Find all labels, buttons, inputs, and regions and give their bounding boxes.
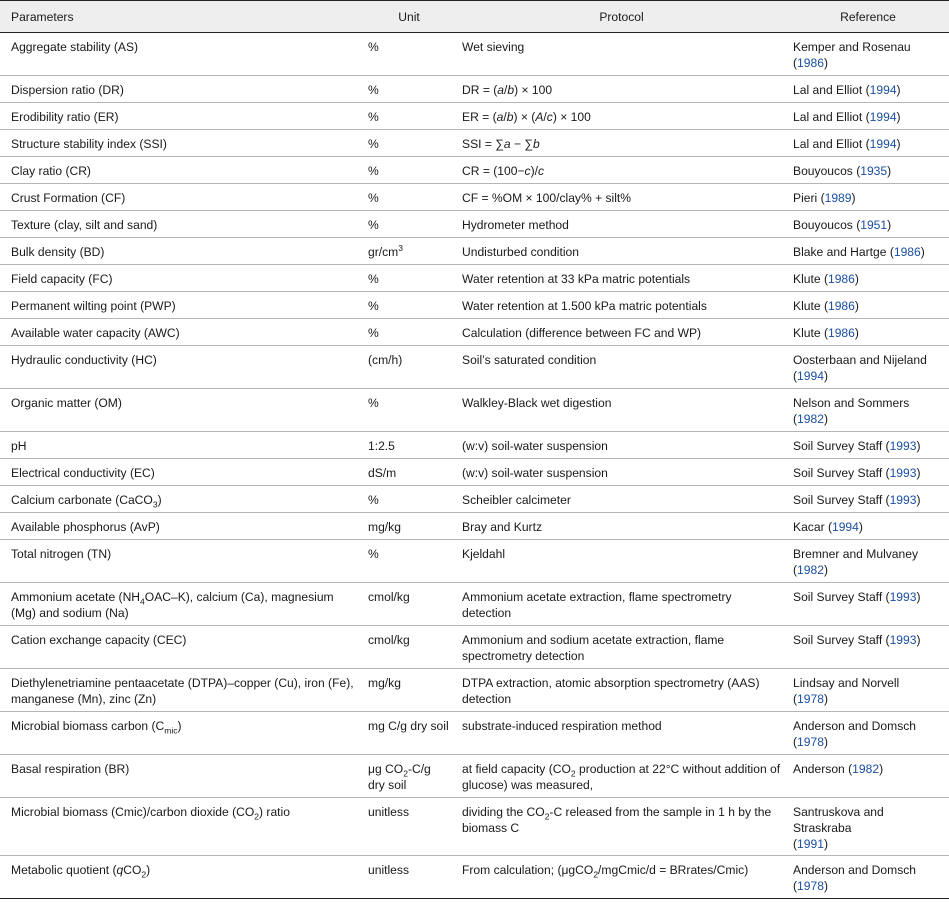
reference-author: Anderson and Domsch bbox=[793, 719, 917, 733]
cell-unit bbox=[362, 389, 456, 432]
cell-parameter bbox=[0, 626, 362, 669]
parameter-text: Ammonium acetate $(NH_4OAC-K)$, calcium (Ca), magnesium (Mg) and sodium (Na) bbox=[11, 590, 334, 620]
reference-year-link[interactable]: 1993 bbox=[889, 590, 917, 604]
reference-author: Lal and Elliot bbox=[793, 137, 863, 151]
reference-author: Anderson and Domsch bbox=[793, 863, 917, 877]
reference-author: Soil Survey Staff bbox=[793, 439, 883, 453]
parameter-text: Diethylenetriamine pentaacetate (DTPA)–copper (Cu), iron (Fe), manganese (Mn), zinc (Zn) bbox=[11, 676, 354, 706]
cell-parameter bbox=[0, 346, 362, 389]
unit-text: (cm/h) bbox=[368, 353, 403, 367]
table-row bbox=[0, 540, 949, 583]
cell-reference: Soil Survey Staff (1993) bbox=[787, 459, 949, 486]
cell-parameter bbox=[0, 389, 362, 432]
reference-author: Santruskova and Straskraba bbox=[793, 805, 884, 835]
table-row bbox=[0, 130, 949, 157]
unit-text: % bbox=[368, 164, 379, 178]
cell-protocol bbox=[456, 103, 787, 130]
unit-text: % bbox=[368, 547, 379, 561]
cell-protocol bbox=[456, 389, 787, 432]
cell-protocol bbox=[456, 856, 787, 899]
reference-year-link[interactable]: 1935 bbox=[860, 164, 888, 178]
cell-reference: Anderson (1982) bbox=[787, 755, 949, 798]
protocol-text: Calculation (difference between FC and WP) bbox=[462, 326, 702, 340]
reference-year-link[interactable]: 1994 bbox=[869, 137, 897, 151]
cell-unit bbox=[362, 184, 456, 211]
cell-parameter bbox=[0, 292, 362, 319]
protocol-text: CR = (100−c)/c bbox=[462, 164, 545, 178]
cell-protocol bbox=[456, 76, 787, 103]
protocol-text: substrate-induced respiration method bbox=[462, 719, 662, 733]
cell-parameter bbox=[0, 486, 362, 513]
cell-unit bbox=[362, 459, 456, 486]
reference-author: Klute bbox=[793, 299, 821, 313]
table-row bbox=[0, 292, 949, 319]
cell-protocol bbox=[456, 669, 787, 712]
cell-unit bbox=[362, 856, 456, 899]
table-row bbox=[0, 346, 949, 389]
cell-unit bbox=[362, 432, 456, 459]
reference-author: Pieri bbox=[793, 191, 818, 205]
reference-year-link[interactable]: 1994 bbox=[869, 83, 897, 97]
cell-parameter bbox=[0, 33, 362, 76]
reference-year-link[interactable]: 1994 bbox=[869, 110, 897, 124]
unit-text: unitless bbox=[368, 863, 410, 877]
table-row bbox=[0, 513, 949, 540]
protocol-text: CF = %OM × 100/clay% + silt% bbox=[462, 191, 632, 205]
cell-protocol bbox=[456, 755, 787, 798]
reference-author: Lindsay and Norvell bbox=[793, 676, 900, 690]
protocol-text: Ammonium acetate extraction, flame spectrometry detection bbox=[462, 590, 732, 620]
parameter-text: Crust Formation (CF) bbox=[11, 191, 126, 205]
parameter-text: Available phosphorus (AvP) bbox=[11, 520, 160, 534]
reference-author: Soil Survey Staff bbox=[793, 633, 883, 647]
protocol-text: dividing the $CO_2-C$ released from the sample in 1 h by the biomass C bbox=[462, 805, 772, 835]
cell-protocol bbox=[456, 626, 787, 669]
table-row bbox=[0, 184, 949, 211]
cell-unit bbox=[362, 157, 456, 184]
unit-text: unitless bbox=[368, 805, 410, 819]
parameter-text: Structure stability index (SSI) bbox=[11, 137, 167, 151]
cell-reference: Klute (1986) bbox=[787, 265, 949, 292]
protocol-text: Ammonium and sodium acetate extraction, flame spectrometry detection bbox=[462, 633, 725, 663]
unit-text: % bbox=[368, 272, 379, 286]
cell-protocol bbox=[456, 712, 787, 755]
reference-author: Klute bbox=[793, 326, 821, 340]
reference-year-link[interactable]: 1978 bbox=[797, 735, 824, 749]
reference-year-link[interactable]: 1989 bbox=[824, 191, 852, 205]
reference-year-link[interactable]: 1982 bbox=[852, 762, 880, 776]
cell-protocol bbox=[456, 432, 787, 459]
protocol-text: SSI = ∑a − ∑b bbox=[462, 137, 540, 151]
reference-year-link[interactable]: 1986 bbox=[797, 56, 824, 70]
unit-text: mg C/g dry soil bbox=[368, 719, 449, 733]
reference-author: Soil Survey Staff bbox=[793, 590, 883, 604]
unit-text: mg/kg bbox=[368, 676, 401, 690]
reference-year-link[interactable]: 1978 bbox=[797, 879, 824, 893]
unit-text: 1:2.5 bbox=[368, 439, 395, 453]
table-row bbox=[0, 103, 949, 130]
cell-reference: Blake and Hartge (1986) bbox=[787, 238, 949, 265]
cell-protocol bbox=[456, 583, 787, 626]
cell-parameter bbox=[0, 669, 362, 712]
cell-protocol bbox=[456, 292, 787, 319]
header-unit: Unit bbox=[362, 1, 456, 33]
cell-reference: Soil Survey Staff (1993) bbox=[787, 486, 949, 513]
table-row bbox=[0, 265, 949, 292]
reference-year-link[interactable]: 1993 bbox=[889, 493, 917, 507]
cell-unit bbox=[362, 486, 456, 513]
cell-unit bbox=[362, 540, 456, 583]
cell-parameter bbox=[0, 184, 362, 211]
protocol-text: Kjeldahl bbox=[462, 547, 506, 561]
protocol-text: DTPA extraction, atomic absorption spectrometry (AAS) detection bbox=[462, 676, 760, 706]
reference-author: Lal and Elliot bbox=[793, 110, 863, 124]
table-row bbox=[0, 238, 949, 265]
reference-author: Lal and Elliot bbox=[793, 83, 863, 97]
unit-text: % bbox=[368, 299, 379, 313]
cell-reference: Soil Survey Staff (1993) bbox=[787, 432, 949, 459]
cell-protocol bbox=[456, 540, 787, 583]
unit-text: % bbox=[368, 110, 379, 124]
reference-author: Nelson and Sommers bbox=[793, 396, 910, 410]
parameter-text: Calcium carbonate (CaCO$_3$) bbox=[11, 493, 162, 510]
cell-unit bbox=[362, 583, 456, 626]
cell-protocol bbox=[456, 346, 787, 389]
table-row bbox=[0, 798, 949, 856]
cell-reference: Bouyoucos (1951) bbox=[787, 211, 949, 238]
unit-text: dS/m bbox=[368, 466, 397, 480]
cell-reference: Kacar (1994) bbox=[787, 513, 949, 540]
reference-year-link[interactable]: 1986 bbox=[827, 272, 855, 286]
reference-author: Bremner and Mulvaney bbox=[793, 547, 919, 561]
unit-text: cmol/kg bbox=[368, 633, 410, 647]
reference-author: Blake and Hartge bbox=[793, 245, 887, 259]
header-protocol: Protocol bbox=[456, 1, 787, 33]
cell-protocol bbox=[456, 238, 787, 265]
parameter-text: Total nitrogen (TN) bbox=[11, 547, 112, 561]
cell-parameter bbox=[0, 513, 362, 540]
cell-unit bbox=[362, 211, 456, 238]
table-row bbox=[0, 856, 949, 899]
cell-parameter bbox=[0, 459, 362, 486]
cell-reference: Anderson and Domsch (1978) bbox=[787, 712, 949, 755]
cell-unit bbox=[362, 265, 456, 292]
table-row bbox=[0, 626, 949, 669]
cell-reference: Soil Survey Staff (1993) bbox=[787, 626, 949, 669]
reference-year-link[interactable]: 1951 bbox=[860, 218, 888, 232]
cell-unit bbox=[362, 76, 456, 103]
unit-text: % bbox=[368, 191, 379, 205]
cell-reference: Anderson and Domsch (1978) bbox=[787, 856, 949, 899]
cell-reference: Bouyoucos (1935) bbox=[787, 157, 949, 184]
reference-author: Soil Survey Staff bbox=[793, 466, 883, 480]
unit-text: mg/kg bbox=[368, 520, 401, 534]
reference-year-link[interactable]: 1986 bbox=[893, 245, 921, 259]
unit-text: % bbox=[368, 396, 379, 410]
cell-reference: Santruskova and Straskraba (1991) bbox=[787, 798, 949, 856]
header-reference: Reference bbox=[787, 1, 949, 33]
cell-parameter bbox=[0, 130, 362, 157]
parameter-text: Field capacity (FC) bbox=[11, 272, 113, 286]
cell-reference: Klute (1986) bbox=[787, 319, 949, 346]
cell-parameter bbox=[0, 856, 362, 899]
table-row bbox=[0, 432, 949, 459]
protocol-text: Soil’s saturated condition bbox=[462, 353, 597, 367]
cell-parameter bbox=[0, 238, 362, 265]
table-row bbox=[0, 76, 949, 103]
parameter-text: Basal respiration (BR) bbox=[11, 762, 130, 776]
protocol-text: (w:v) soil-water suspension bbox=[462, 466, 608, 480]
protocol-text: From calculation; (μgCO$_2$/mgCmic/d = BRrates/Cmic) bbox=[462, 863, 749, 880]
cell-unit bbox=[362, 755, 456, 798]
unit-superscript: 3 bbox=[398, 242, 403, 253]
unit-text: % bbox=[368, 137, 379, 151]
table-row bbox=[0, 669, 949, 712]
parameter-text: pH bbox=[11, 439, 27, 453]
cell-reference: Nelson and Sommers (1982) bbox=[787, 389, 949, 432]
reference-year-link[interactable]: 1993 bbox=[889, 633, 917, 647]
cell-parameter bbox=[0, 712, 362, 755]
reference-author: Oosterbaan and Nijeland bbox=[793, 353, 927, 367]
protocol-text: Water retention at 33 kPa matric potentials bbox=[462, 272, 691, 286]
cell-parameter bbox=[0, 103, 362, 130]
cell-protocol bbox=[456, 184, 787, 211]
protocol-text: ER = (a/b) × (A/c) × 100 bbox=[462, 110, 591, 124]
cell-protocol bbox=[456, 798, 787, 856]
table-header-row bbox=[0, 1, 949, 33]
cell-unit bbox=[362, 669, 456, 712]
reference-author: Kacar bbox=[793, 520, 825, 534]
cell-protocol bbox=[456, 211, 787, 238]
parameter-text: Aggregate stability (AS) bbox=[11, 40, 139, 54]
cell-unit bbox=[362, 798, 456, 856]
cell-unit bbox=[362, 346, 456, 389]
cell-reference: Lal and Elliot (1994) bbox=[787, 130, 949, 157]
cell-reference: Pieri (1989) bbox=[787, 184, 949, 211]
reference-year-link[interactable]: 1993 bbox=[889, 439, 917, 453]
reference-year-link[interactable]: 1978 bbox=[797, 692, 824, 706]
reference-author: Klute bbox=[793, 272, 821, 286]
cell-reference: Klute (1986) bbox=[787, 292, 949, 319]
cell-parameter bbox=[0, 540, 362, 583]
unit-text: % bbox=[368, 40, 379, 54]
table-row bbox=[0, 157, 949, 184]
parameter-text: Cation exchange capacity (CEC) bbox=[11, 633, 187, 647]
unit-text: % bbox=[368, 218, 379, 232]
protocol-text: at field capacity ($CO_2$ production at 22°C without addition of glucose) was measured, bbox=[462, 762, 781, 792]
reference-author: Anderson bbox=[793, 762, 845, 776]
protocol-text: Hydrometer method bbox=[462, 218, 569, 232]
cell-parameter bbox=[0, 798, 362, 856]
reference-year-link[interactable]: 1994 bbox=[831, 520, 859, 534]
cell-unit bbox=[362, 130, 456, 157]
parameter-text: Hydraulic conductivity (HC) bbox=[11, 353, 157, 367]
unit-text: % bbox=[368, 326, 379, 340]
cell-reference: Kemper and Rosenau (1986) bbox=[787, 33, 949, 76]
parameter-text: Available water capacity (AWC) bbox=[11, 326, 180, 340]
reference-year-link[interactable]: 1982 bbox=[797, 412, 824, 426]
cell-parameter bbox=[0, 157, 362, 184]
unit-text: % bbox=[368, 493, 379, 507]
table-row bbox=[0, 459, 949, 486]
cell-unit bbox=[362, 292, 456, 319]
cell-parameter bbox=[0, 265, 362, 292]
table-row bbox=[0, 389, 949, 432]
reference-year-link[interactable]: 1986 bbox=[827, 326, 855, 340]
parameter-text: Microbial biomass (Cmic)/carbon dioxide $(CO_2)$ ratio bbox=[11, 805, 290, 822]
cell-reference: Lal and Elliot (1994) bbox=[787, 103, 949, 130]
table-row bbox=[0, 712, 949, 755]
protocol-text: DR = (a/b) × 100 bbox=[462, 83, 553, 97]
cell-unit bbox=[362, 33, 456, 76]
unit-text: cmol/kg bbox=[368, 590, 410, 604]
protocol-text: Undisturbed condition bbox=[462, 245, 579, 259]
cell-parameter bbox=[0, 211, 362, 238]
table-row bbox=[0, 33, 949, 76]
cell-parameter bbox=[0, 76, 362, 103]
reference-author: Bouyoucos bbox=[793, 164, 853, 178]
table-row bbox=[0, 583, 949, 626]
cell-protocol bbox=[456, 157, 787, 184]
protocol-text: (w:v) soil-water suspension bbox=[462, 439, 608, 453]
cell-protocol bbox=[456, 486, 787, 513]
reference-year-link[interactable]: 1993 bbox=[889, 466, 917, 480]
protocol-text: Scheibler calcimeter bbox=[462, 493, 571, 507]
cell-protocol bbox=[456, 459, 787, 486]
unit-text: % bbox=[368, 83, 379, 97]
cell-unit bbox=[362, 319, 456, 346]
protocol-text: Water retention at 1.500 kPa matric potentials bbox=[462, 299, 707, 313]
cell-parameter bbox=[0, 319, 362, 346]
cell-reference: Lal and Elliot (1994) bbox=[787, 76, 949, 103]
reference-year-link[interactable]: 1991 bbox=[797, 837, 824, 851]
protocol-text: Wet sieving bbox=[462, 40, 525, 54]
reference-year-link[interactable]: 1982 bbox=[797, 563, 824, 577]
cell-unit bbox=[362, 712, 456, 755]
cell-parameter bbox=[0, 583, 362, 626]
cell-protocol bbox=[456, 513, 787, 540]
parameter-text: Metabolic quotient (qCO$_2$) bbox=[11, 863, 151, 880]
unit-text: $gr/cm^3$ bbox=[368, 242, 403, 259]
cell-parameter bbox=[0, 755, 362, 798]
cell-unit bbox=[362, 238, 456, 265]
reference-author: Kemper and Rosenau bbox=[793, 40, 911, 54]
parameter-text: Bulk density (BD) bbox=[11, 245, 105, 259]
cell-protocol bbox=[456, 265, 787, 292]
cell-protocol bbox=[456, 130, 787, 157]
parameter-text: Erodibility ratio (ER) bbox=[11, 110, 119, 124]
parameter-text: Electrical conductivity (EC) bbox=[11, 466, 155, 480]
cell-unit bbox=[362, 513, 456, 540]
parameter-text: Permanent wilting point (PWP) bbox=[11, 299, 176, 313]
reference-author: Soil Survey Staff bbox=[793, 493, 883, 507]
parameter-text: Microbial biomass carbon $(C_{mic})$ bbox=[11, 719, 182, 736]
cell-protocol bbox=[456, 319, 787, 346]
parameter-text: Clay ratio (CR) bbox=[11, 164, 91, 178]
cell-unit bbox=[362, 626, 456, 669]
cell-parameter bbox=[0, 432, 362, 459]
parameter-text: Texture (clay, silt and sand) bbox=[11, 218, 158, 232]
cell-protocol bbox=[456, 33, 787, 76]
parameter-text: Dispersion ratio (DR) bbox=[11, 83, 124, 97]
header-parameters: Parameters bbox=[0, 1, 362, 33]
table-row bbox=[0, 211, 949, 238]
table-row bbox=[0, 755, 949, 798]
cell-reference: Bremner and Mulvaney (1982) bbox=[787, 540, 949, 583]
reference-year-link[interactable]: 1986 bbox=[827, 299, 855, 313]
protocol-text: Bray and Kurtz bbox=[462, 520, 542, 534]
cell-reference: Soil Survey Staff (1993) bbox=[787, 583, 949, 626]
reference-year-link[interactable]: 1994 bbox=[797, 369, 824, 383]
protocol-text: Walkley-Black wet digestion bbox=[462, 396, 612, 410]
reference-author: Bouyoucos bbox=[793, 218, 853, 232]
table-row bbox=[0, 486, 949, 513]
parameter-text: Organic matter (OM) bbox=[11, 396, 122, 410]
cell-reference: Lindsay and Norvell (1978) bbox=[787, 669, 949, 712]
cell-unit bbox=[362, 103, 456, 130]
table-row bbox=[0, 319, 949, 346]
cell-reference: Oosterbaan and Nijeland (1994) bbox=[787, 346, 949, 389]
unit-text: μg $CO_2-C/g$ dry soil bbox=[368, 762, 431, 792]
